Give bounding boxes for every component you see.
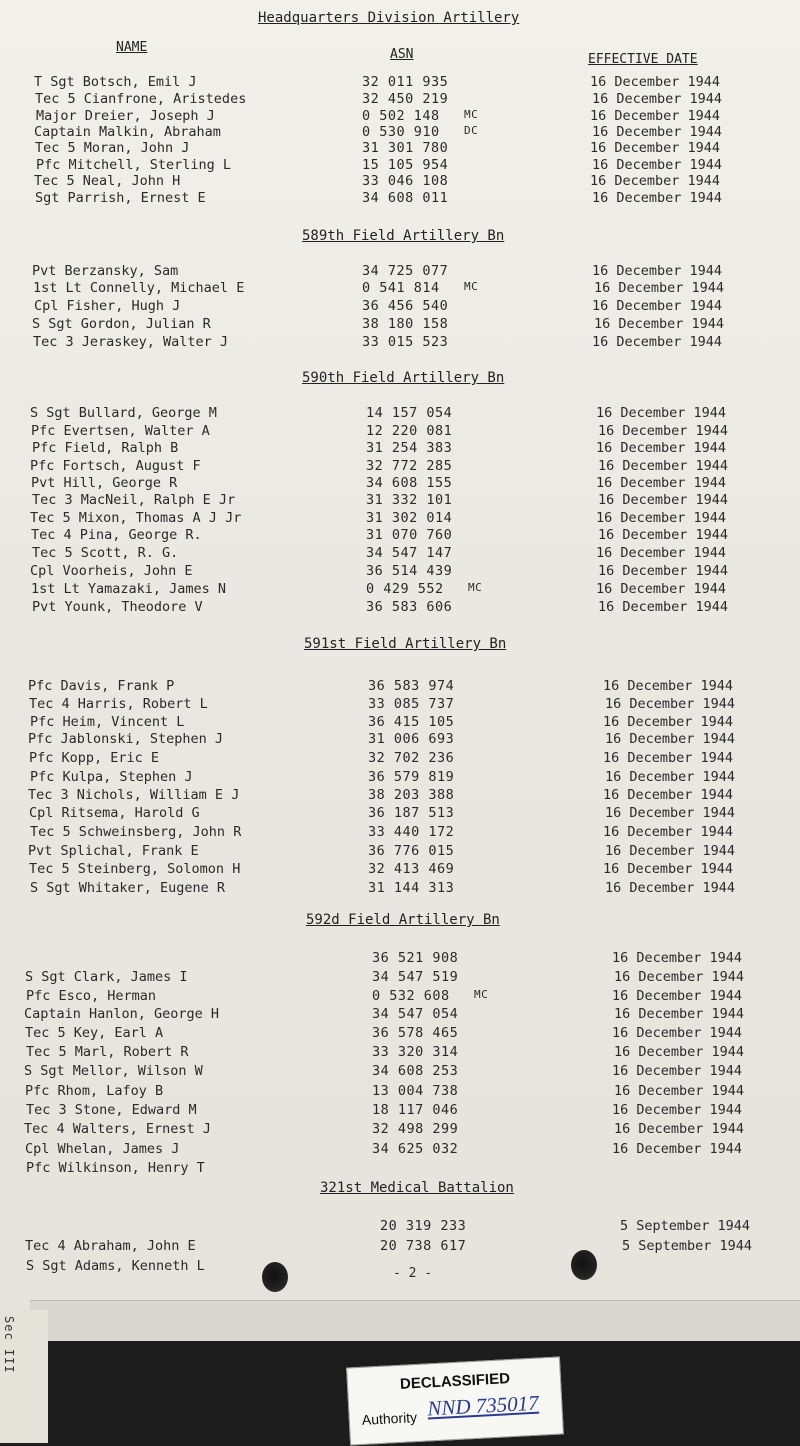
effective-date: 16 December 1944 xyxy=(594,280,725,296)
army-serial-number: 18 117 046 xyxy=(372,1102,459,1118)
soldier-name: S Sgt Adams, Kenneth L xyxy=(26,1258,205,1274)
roster-row xyxy=(0,1238,800,1256)
roster-row xyxy=(0,1063,800,1081)
corps-code: MC xyxy=(468,581,483,594)
roster-row xyxy=(0,140,800,158)
roster-row xyxy=(0,581,800,599)
roster-row xyxy=(0,1083,800,1101)
army-serial-number: 20 319 233 xyxy=(380,1218,467,1234)
punch-hole-right xyxy=(571,1250,597,1280)
army-serial-number: 32 413 469 xyxy=(368,861,455,877)
roster-row xyxy=(0,423,800,441)
soldier-name: Captain Hanlon, George H xyxy=(24,1006,220,1022)
soldier-name: Tec 5 Cianfrone, Aristedes xyxy=(35,91,247,107)
effective-date: 16 December 1944 xyxy=(598,458,729,474)
army-serial-number: 32 498 299 xyxy=(372,1121,459,1137)
soldier-name: Tec 3 Stone, Edward M xyxy=(26,1102,197,1118)
army-serial-number: 34 608 253 xyxy=(372,1063,459,1079)
army-serial-number: 32 450 219 xyxy=(362,91,449,107)
soldier-name: Pvt Hill, George R xyxy=(31,475,178,491)
roster-row xyxy=(0,714,800,732)
roster-row xyxy=(0,969,800,987)
soldier-name: Pfc Heim, Vincent L xyxy=(30,714,185,730)
effective-date: 16 December 1944 xyxy=(598,563,729,579)
effective-date: 16 December 1944 xyxy=(605,769,736,785)
soldier-name: Tec 5 Schweinsberg, John R xyxy=(30,824,242,840)
army-serial-number: 36 187 513 xyxy=(368,805,455,821)
army-serial-number: 34 625 032 xyxy=(372,1141,459,1157)
soldier-name: S Sgt Clark, James I xyxy=(25,969,188,985)
army-serial-number: 38 180 158 xyxy=(362,316,449,332)
army-serial-number: 15 105 954 xyxy=(362,157,449,173)
effective-date: 16 December 1944 xyxy=(596,510,727,526)
soldier-name: Pfc Rhom, Lafoy B xyxy=(25,1083,164,1099)
army-serial-number: 31 070 760 xyxy=(366,527,453,543)
soldier-name: Pfc Wilkinson, Henry T xyxy=(26,1160,205,1176)
effective-date: 5 September 1944 xyxy=(622,1238,753,1254)
roster-row xyxy=(0,1160,800,1178)
roster-row xyxy=(0,545,800,563)
effective-date: 16 December 1944 xyxy=(596,581,727,597)
roster-row xyxy=(0,1102,800,1120)
effective-date: 16 December 1944 xyxy=(592,190,723,206)
effective-date: 16 December 1944 xyxy=(614,1083,745,1099)
roster-row xyxy=(0,769,800,787)
soldier-name: Pvt Berzansky, Sam xyxy=(32,263,179,279)
roster-row xyxy=(0,805,800,823)
roster-row xyxy=(0,91,800,109)
army-serial-number: 33 015 523 xyxy=(362,334,449,350)
soldier-name: Pfc Mitchell, Sterling L xyxy=(36,157,232,173)
effective-date: 16 December 1944 xyxy=(592,124,723,140)
soldier-name: Cpl Ritsema, Harold G xyxy=(29,805,200,821)
page-number: - 2 - xyxy=(393,1266,433,1281)
army-serial-number: 13 004 738 xyxy=(372,1083,459,1099)
army-serial-number: 12 220 081 xyxy=(366,423,453,439)
section-title: 321st Medical Battalion xyxy=(320,1180,514,1196)
soldier-name: Tec 5 Marl, Robert R xyxy=(26,1044,189,1060)
soldier-name: Pfc Jablonski, Stephen J xyxy=(28,731,224,747)
roster-row xyxy=(0,173,800,191)
effective-date: 16 December 1944 xyxy=(603,750,734,766)
effective-date: 16 December 1944 xyxy=(590,140,721,156)
roster-row xyxy=(0,563,800,581)
effective-date: 16 December 1944 xyxy=(605,880,736,896)
effective-date: 16 December 1944 xyxy=(603,787,734,803)
roster-row xyxy=(0,298,800,316)
roster-row xyxy=(0,1006,800,1024)
soldier-name: Tec 3 Nichols, William E J xyxy=(28,787,240,803)
roster-row xyxy=(0,950,800,968)
army-serial-number: 32 011 935 xyxy=(362,74,449,90)
roster-row xyxy=(0,334,800,352)
effective-date: 16 December 1944 xyxy=(592,298,723,314)
soldier-name: 1st Lt Connelly, Michael E xyxy=(33,280,245,296)
effective-date: 16 December 1944 xyxy=(605,731,736,747)
army-serial-number: 33 440 172 xyxy=(368,824,455,840)
army-serial-number: 33 085 737 xyxy=(368,696,455,712)
effective-date: 16 December 1944 xyxy=(614,1044,745,1060)
section-title: 591st Field Artillery Bn xyxy=(304,636,507,652)
soldier-name: Pfc Davis, Frank P xyxy=(28,678,175,694)
roster-row xyxy=(0,280,800,298)
corps-code: MC xyxy=(464,108,479,121)
army-serial-number: 36 578 465 xyxy=(372,1025,459,1041)
army-serial-number: 31 301 780 xyxy=(362,140,449,156)
soldier-name: Tec 5 Mixon, Thomas A J Jr xyxy=(30,510,242,526)
soldier-name: Tec 4 Walters, Ernest J xyxy=(24,1121,211,1137)
effective-date: 16 December 1944 xyxy=(590,173,721,189)
stamp-authority-label: Authority xyxy=(361,1409,418,1428)
effective-date: 16 December 1944 xyxy=(592,263,723,279)
effective-date: 16 December 1944 xyxy=(590,74,721,90)
army-serial-number: 36 514 439 xyxy=(366,563,453,579)
effective-date: 16 December 1944 xyxy=(594,316,725,332)
effective-date: 16 December 1944 xyxy=(612,950,743,966)
army-serial-number: 31 302 014 xyxy=(366,510,453,526)
army-serial-number: 32 702 236 xyxy=(368,750,455,766)
declassified-stamp xyxy=(346,1356,564,1445)
effective-date: 16 December 1944 xyxy=(603,714,734,730)
army-serial-number: 34 547 147 xyxy=(366,545,453,561)
column-header-effective-date: EFFECTIVE DATE xyxy=(588,52,698,67)
soldier-name: Tec 5 Key, Earl A xyxy=(25,1025,164,1041)
soldier-name: Pfc Kopp, Eric E xyxy=(29,750,160,766)
army-serial-number: 20 738 617 xyxy=(380,1238,467,1254)
army-serial-number: 31 144 313 xyxy=(368,880,455,896)
roster-row xyxy=(0,787,800,805)
soldier-name: Pvt Splichal, Frank E xyxy=(28,843,199,859)
roster-row xyxy=(0,527,800,545)
soldier-name: Pfc Kulpa, Stephen J xyxy=(30,769,193,785)
stamp-authority-number: NND 735017 xyxy=(426,1390,540,1421)
roster-row xyxy=(0,190,800,208)
roster-row xyxy=(0,988,800,1006)
army-serial-number: 33 046 108 xyxy=(362,173,449,189)
effective-date: 16 December 1944 xyxy=(592,334,723,350)
army-serial-number: 36 456 540 xyxy=(362,298,449,314)
effective-date: 16 December 1944 xyxy=(612,1025,743,1041)
army-serial-number: 34 725 077 xyxy=(362,263,449,279)
soldier-name: Tec 5 Moran, John J xyxy=(35,140,190,156)
soldier-name: T Sgt Botsch, Emil J xyxy=(34,74,197,90)
effective-date: 16 December 1944 xyxy=(605,843,736,859)
roster-row xyxy=(0,440,800,458)
soldier-name: Cpl Whelan, James J xyxy=(25,1141,180,1157)
effective-date: 16 December 1944 xyxy=(596,545,727,561)
army-serial-number: 36 583 606 xyxy=(366,599,453,615)
roster-row xyxy=(0,1044,800,1062)
soldier-name: S Sgt Bullard, George M xyxy=(30,405,217,421)
effective-date: 16 December 1944 xyxy=(614,969,745,985)
soldier-name: Tec 5 Scott, R. G. xyxy=(32,545,179,561)
roster-row xyxy=(0,861,800,879)
roster-row xyxy=(0,510,800,528)
army-serial-number: 0 429 552 xyxy=(366,581,444,597)
roster-row xyxy=(0,731,800,749)
soldier-name: Cpl Voorheis, John E xyxy=(30,563,193,579)
roster-row xyxy=(0,492,800,510)
soldier-name: Tec 5 Neal, John H xyxy=(34,173,181,189)
soldier-name: Tec 4 Pina, George R. xyxy=(31,527,202,543)
effective-date: 16 December 1944 xyxy=(605,696,736,712)
army-serial-number: 33 320 314 xyxy=(372,1044,459,1060)
effective-date: 16 December 1944 xyxy=(603,861,734,877)
roster-row xyxy=(0,263,800,281)
soldier-name: Tec 4 Harris, Robert L xyxy=(29,696,208,712)
soldier-name: Pfc Fortsch, August F xyxy=(30,458,201,474)
army-serial-number: 34 547 054 xyxy=(372,1006,459,1022)
soldier-name: 1st Lt Yamazaki, James N xyxy=(31,581,227,597)
edge-label: Sec III xyxy=(2,1316,16,1374)
section-title: 589th Field Artillery Bn xyxy=(302,228,505,244)
corps-code: MC xyxy=(464,280,479,293)
roster-row xyxy=(0,1025,800,1043)
roster-row xyxy=(0,678,800,696)
roster-row xyxy=(0,1218,800,1236)
soldier-name: Tec 3 MacNeil, Ralph E Jr xyxy=(32,492,236,508)
roster-row xyxy=(0,475,800,493)
effective-date: 16 December 1944 xyxy=(596,405,727,421)
army-serial-number: 0 530 910 xyxy=(362,124,440,140)
effective-date: 16 December 1944 xyxy=(603,824,734,840)
effective-date: 16 December 1944 xyxy=(612,1063,743,1079)
effective-date: 16 December 1944 xyxy=(598,527,729,543)
soldier-name: S Sgt Mellor, Wilson W xyxy=(24,1063,203,1079)
roster-row xyxy=(0,405,800,423)
roster-row xyxy=(0,880,800,898)
army-serial-number: 0 502 148 xyxy=(362,108,440,124)
punch-hole-left xyxy=(262,1262,288,1292)
army-serial-number: 36 579 819 xyxy=(368,769,455,785)
soldier-name: Tec 5 Steinberg, Solomon H xyxy=(29,861,241,877)
roster-row xyxy=(0,750,800,768)
army-serial-number: 14 157 054 xyxy=(366,405,453,421)
soldier-name: S Sgt Whitaker, Eugene R xyxy=(30,880,226,896)
soldier-name: Sgt Parrish, Ernest E xyxy=(35,190,206,206)
effective-date: 16 December 1944 xyxy=(614,1006,745,1022)
effective-date: 16 December 1944 xyxy=(598,599,729,615)
soldier-name: Pfc Evertsen, Walter A xyxy=(31,423,210,439)
army-serial-number: 36 583 974 xyxy=(368,678,455,694)
army-serial-number: 0 532 608 xyxy=(372,988,450,1004)
effective-date: 16 December 1944 xyxy=(614,1121,745,1137)
section-title: 590th Field Artillery Bn xyxy=(302,370,505,386)
effective-date: 16 December 1944 xyxy=(590,108,721,124)
page-bottom-edge xyxy=(30,1300,800,1341)
effective-date: 16 December 1944 xyxy=(603,678,734,694)
army-serial-number: 36 415 105 xyxy=(368,714,455,730)
document-title: Headquarters Division Artillery xyxy=(258,10,520,26)
roster-row xyxy=(0,599,800,617)
roster-row xyxy=(0,1141,800,1159)
soldier-name: S Sgt Gordon, Julian R xyxy=(32,316,211,332)
army-serial-number: 0 541 814 xyxy=(362,280,440,296)
army-serial-number: 32 772 285 xyxy=(366,458,453,474)
soldier-name: Pfc Esco, Herman xyxy=(26,988,157,1004)
soldier-name: Tec 3 Jeraskey, Walter J xyxy=(33,334,229,350)
army-serial-number: 31 006 693 xyxy=(368,731,455,747)
column-header-name: NAME xyxy=(116,40,148,55)
effective-date: 16 December 1944 xyxy=(596,440,727,456)
effective-date: 5 September 1944 xyxy=(620,1218,751,1234)
effective-date: 16 December 1944 xyxy=(592,91,723,107)
roster-row xyxy=(0,824,800,842)
effective-date: 16 December 1944 xyxy=(592,157,723,173)
army-serial-number: 31 332 101 xyxy=(366,492,453,508)
army-serial-number: 34 547 519 xyxy=(372,969,459,985)
soldier-name: Major Dreier, Joseph J xyxy=(36,108,215,124)
roster-row xyxy=(0,458,800,476)
corps-code: DC xyxy=(464,124,479,137)
effective-date: 16 December 1944 xyxy=(596,475,727,491)
effective-date: 16 December 1944 xyxy=(612,1102,743,1118)
army-serial-number: 36 521 908 xyxy=(372,950,459,966)
army-serial-number: 34 608 155 xyxy=(366,475,453,491)
soldier-name: Cpl Fisher, Hugh J xyxy=(34,298,181,314)
roster-row xyxy=(0,74,800,92)
effective-date: 16 December 1944 xyxy=(612,988,743,1004)
roster-row xyxy=(0,316,800,334)
stamp-declassified-label: DECLASSIFIED xyxy=(399,1370,511,1393)
army-serial-number: 31 254 383 xyxy=(366,440,453,456)
section-title: 592d Field Artillery Bn xyxy=(306,912,500,928)
army-serial-number: 36 776 015 xyxy=(368,843,455,859)
soldier-name: Pvt Younk, Theodore V xyxy=(32,599,203,615)
column-header-asn: ASN xyxy=(390,47,414,62)
soldier-name: Tec 4 Abraham, John E xyxy=(25,1238,196,1254)
corps-code: MC xyxy=(474,988,489,1001)
effective-date: 16 December 1944 xyxy=(598,423,729,439)
roster-row xyxy=(0,1121,800,1139)
soldier-name: Captain Malkin, Abraham xyxy=(34,124,221,140)
soldier-name: Pfc Field, Ralph B xyxy=(32,440,179,456)
effective-date: 16 December 1944 xyxy=(612,1141,743,1157)
effective-date: 16 December 1944 xyxy=(605,805,736,821)
roster-row xyxy=(0,843,800,861)
effective-date: 16 December 1944 xyxy=(598,492,729,508)
army-serial-number: 38 203 388 xyxy=(368,787,455,803)
roster-row xyxy=(0,696,800,714)
army-serial-number: 34 608 011 xyxy=(362,190,449,206)
